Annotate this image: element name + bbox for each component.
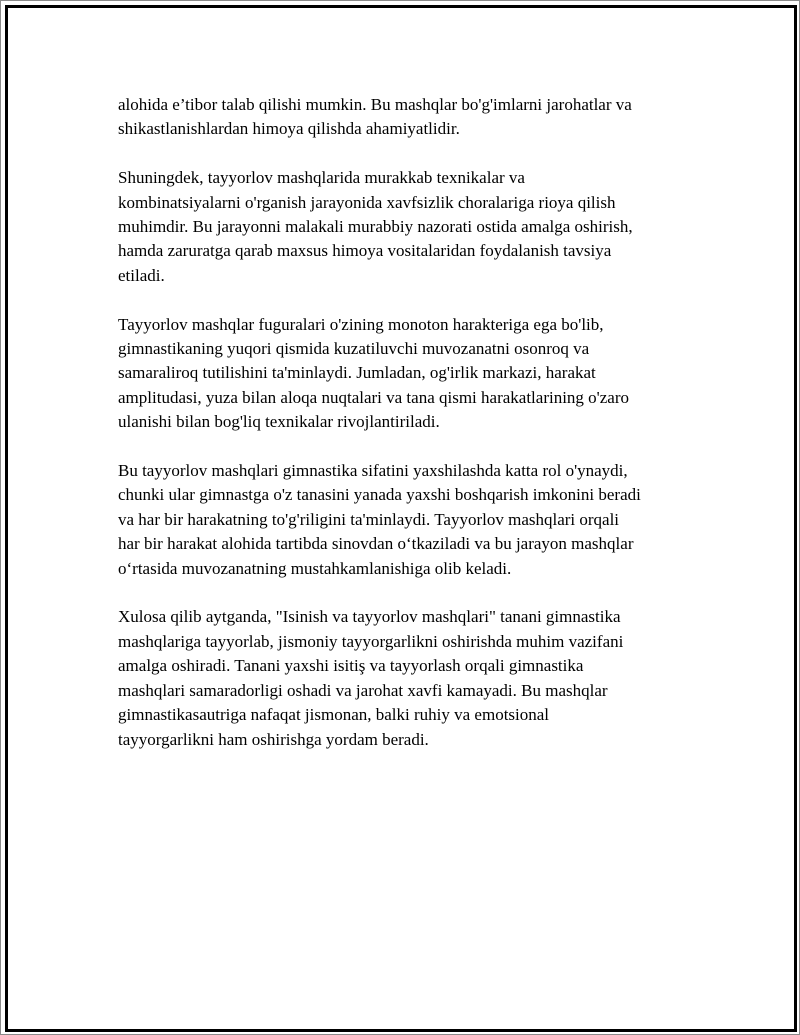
paragraph-5: Xulosa qilib aytganda, "Isinish va tayyorlov mashqlari" tanani gimnastika mashqlariga tayyorlab, jismoniy tayyorgarlikni oshirishda muhim vazifani amalga oshiradi. Tanani yaxshi isitiş va tayyorlash orqali gimnastika mashqlari samaradorligi oshadi va jarohat xavfi kamayadi. Bu mashqlar gimnastikasautriga nafaqat jismonan, balki ruhiy va emotsional tayyorgarlikni ham oshirishga yordam beradi.	[118, 607, 624, 749]
paragraph-4: Bu tayyorlov mashqlari gimnastika sifatini yaxshilashda katta rol o'ynaydi, chunki ular gimnastga o'z tanasini yanada yaxshi boshqarish imkonini beradi va har bir harakatning to'g'riligini ta'minlaydi. Tayyorlov mashqlari orqali har bir harakat alohida tartibda sinovdan o‘tkaziladi va bu jarayon mashqlar o‘rtasida muvozanatning mustahkamlanishiga olib keladi.	[118, 461, 641, 578]
document-body	[118, 93, 708, 776]
paragraph-1: alohida e’tibor talab qilishi mumkin. Bu mashqlar bo'g'imlarni jarohatlar va shikastlanishlardan himoya qilishda ahamiyatlidir.	[118, 95, 632, 139]
paragraph-3: Tayyorlov mashqlar fuguralari o'zining monoton harakteriga ega bo'lib, gimnastikaning yuqori qismida kuzatiluvchi muvozanatni osonroq va samaraliroq tutilishini ta'minlaydi. Jumladan, og'irlik markazi, harakat amplitudasi, yuza bilan aloqa nuqtalari va tana qismi harakatlarining o'zaro ulanishi bilan bog'liq texnikalar rivojlantiriladi.	[118, 314, 629, 432]
paragraph-2: Shuningdek, tayyorlov mashqlarida murakkab texnikalar va kombinatsiyalarni o'rganish jarayonida xavfsizlik choralariga rioya qilish muhimdir. Bu jarayonni malakali murabbiy nazorati ostida amalga oshirish, hamda zaruratga qarab maxsus himoya vositalaridan foydalanish tavsiya etiladi.	[118, 168, 633, 285]
